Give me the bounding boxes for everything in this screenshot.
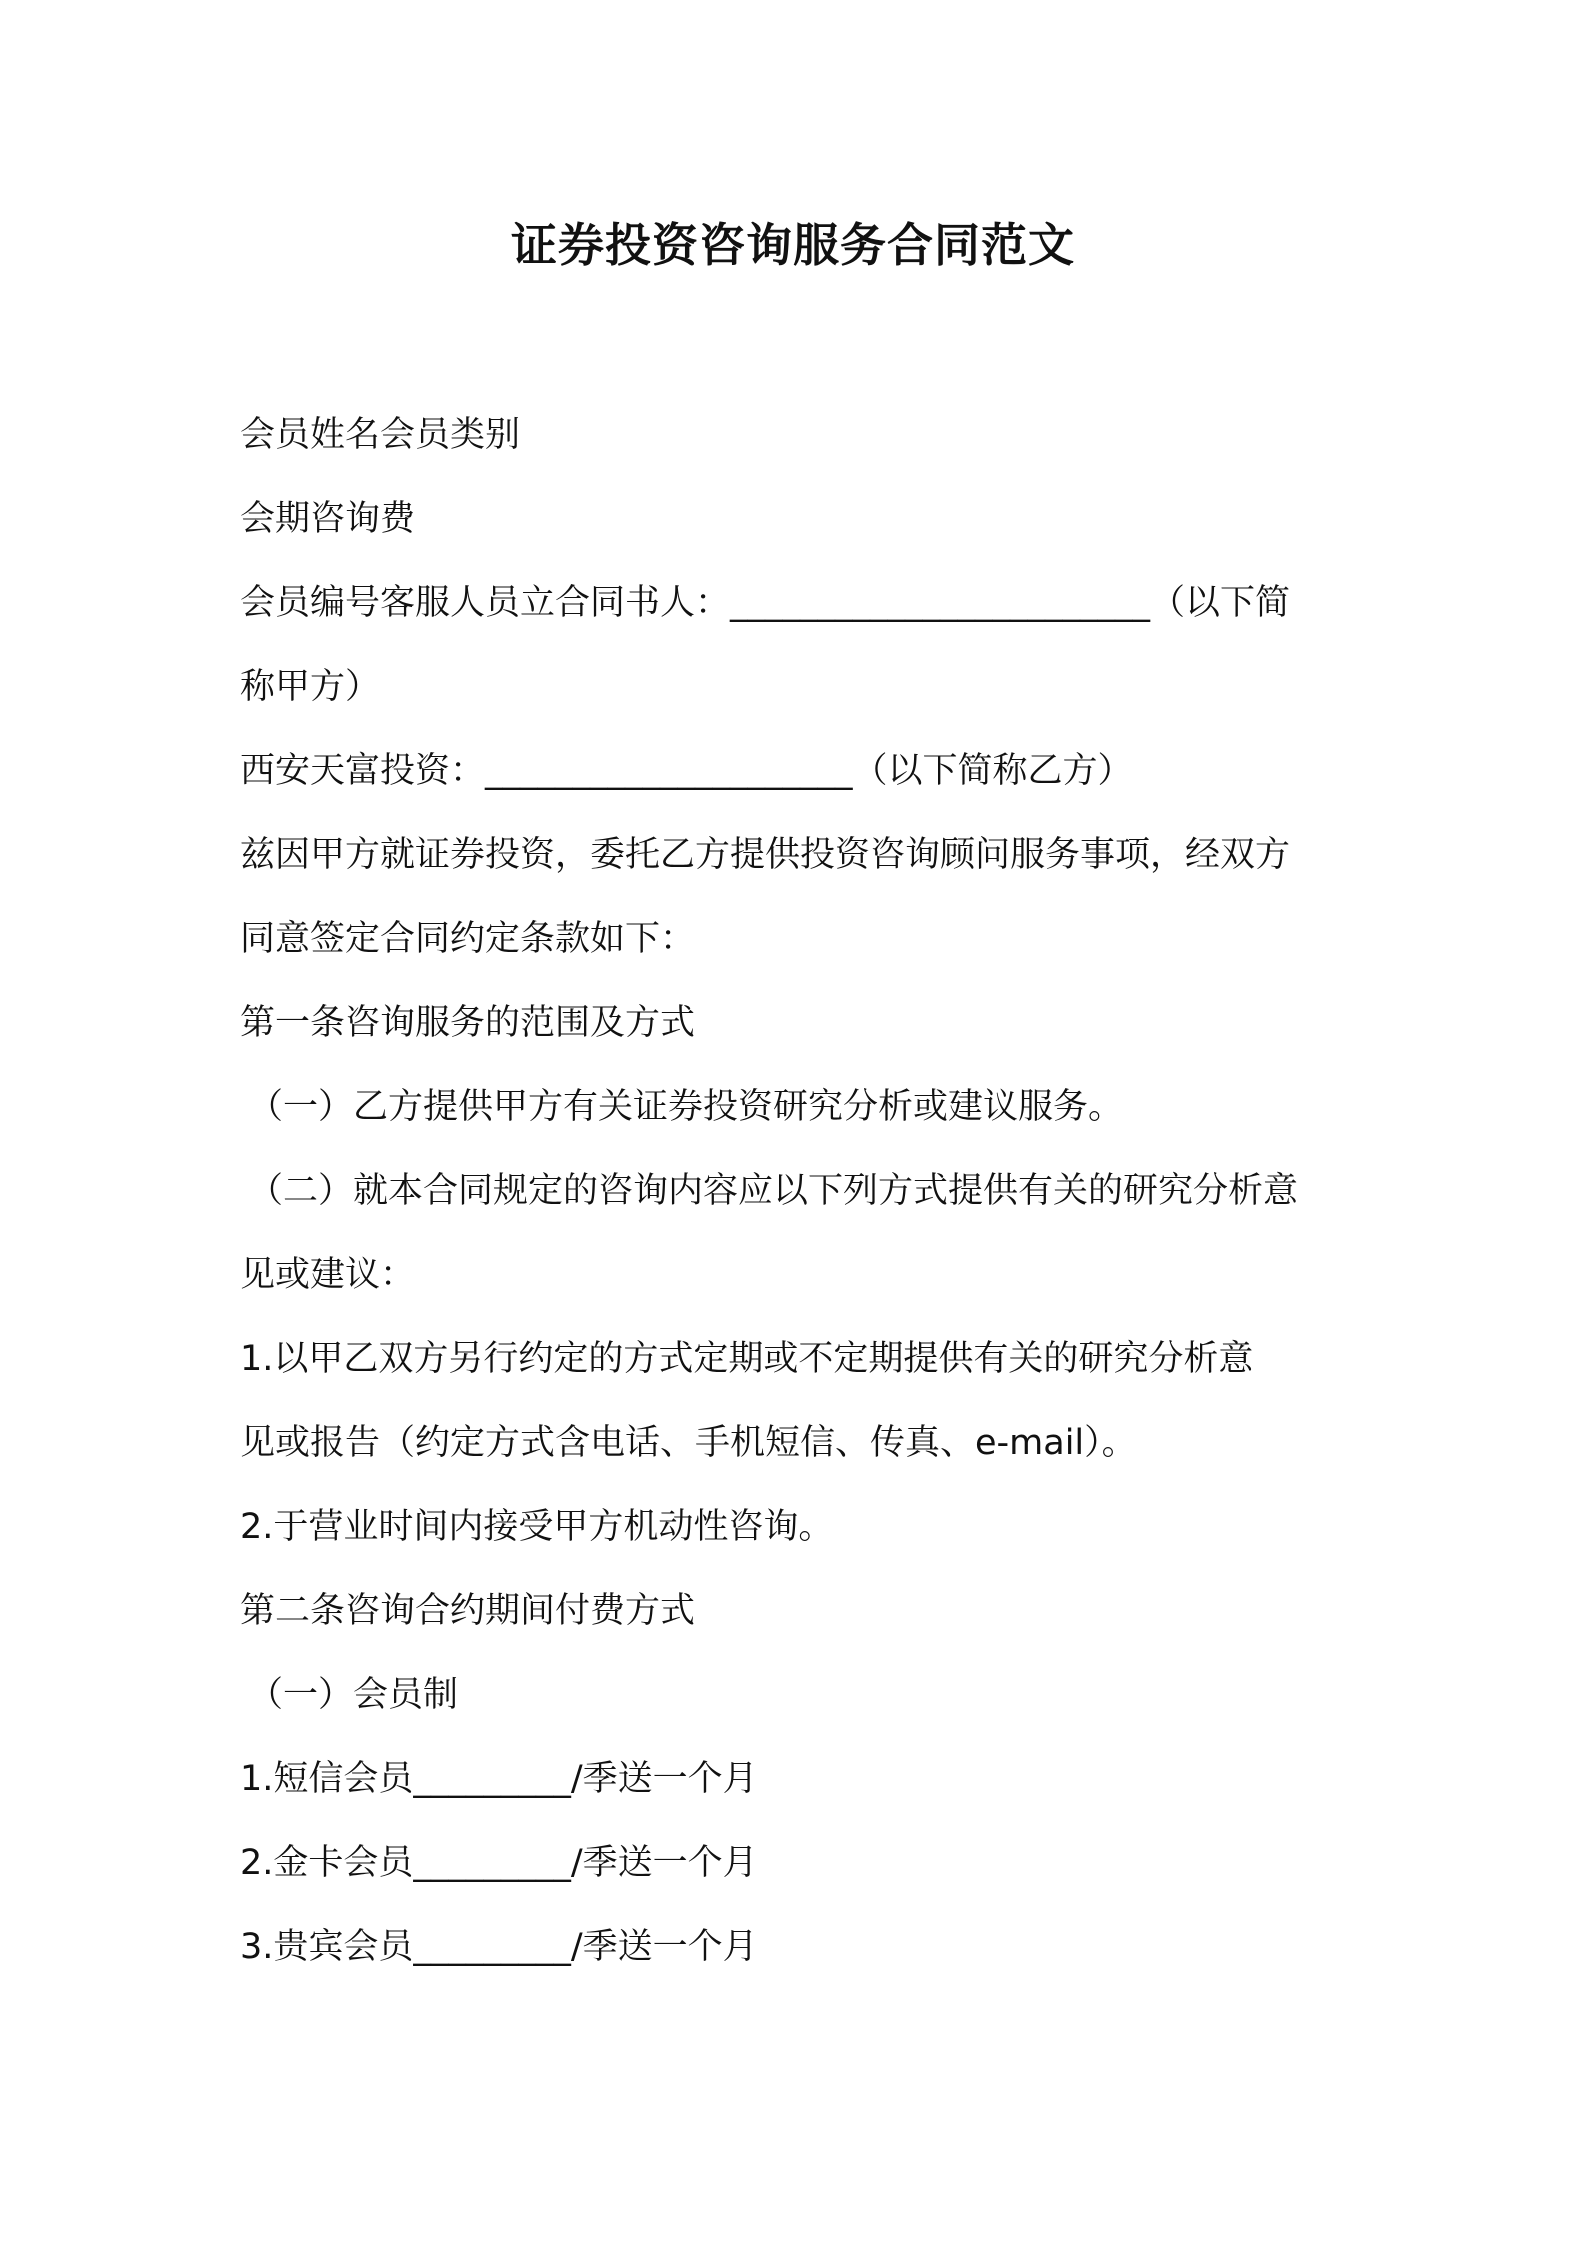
section-heading: 第一条咨询服务的范围及方式 bbox=[240, 1003, 696, 1043]
text-line: 西安天富投资：_____________________（以下简称乙方） bbox=[240, 751, 1133, 791]
text-line: 会员姓名会员类别 bbox=[240, 415, 521, 455]
text-line: 2.于营业时间内接受甲方机动性咨询。 bbox=[240, 1507, 834, 1547]
text-line: 2.金卡会员_________/季送一个月 bbox=[240, 1843, 758, 1883]
text-line: 3.贵宾会员_________/季送一个月 bbox=[240, 1927, 758, 1967]
text-line: 称甲方） bbox=[240, 667, 381, 707]
text-line: （一）乙方提供甲方有关证券投资研究分析或建议服务。 bbox=[248, 1087, 1124, 1127]
text-line: 兹因甲方就证券投资，委托乙方提供投资咨询顾问服务事项，经双方 bbox=[240, 835, 1291, 875]
text-line: （二）就本合同规定的咨询内容应以下列方式提供有关的研究分析意 bbox=[248, 1171, 1299, 1211]
document-title: 证券投资咨询服务合同范文 bbox=[511, 218, 1075, 272]
text-line: （一）会员制 bbox=[248, 1675, 459, 1715]
text-line: 会员编号客服人员立合同书人：________________________（以下简 bbox=[240, 583, 1291, 623]
text-line: 见或建议： bbox=[240, 1255, 416, 1295]
text-line: 会期咨询费 bbox=[240, 499, 416, 539]
section-heading: 第二条咨询合约期间付费方式 bbox=[240, 1591, 696, 1631]
text-line: 1.短信会员_________/季送一个月 bbox=[240, 1759, 758, 1799]
text-line: 同意签定合同约定条款如下： bbox=[240, 919, 696, 959]
text-line: 见或报告（约定方式含电话、手机短信、传真、e-mail）。 bbox=[240, 1423, 1137, 1463]
text-line: 1.以甲乙双方另行约定的方式定期或不定期提供有关的研究分析意 bbox=[240, 1339, 1254, 1379]
